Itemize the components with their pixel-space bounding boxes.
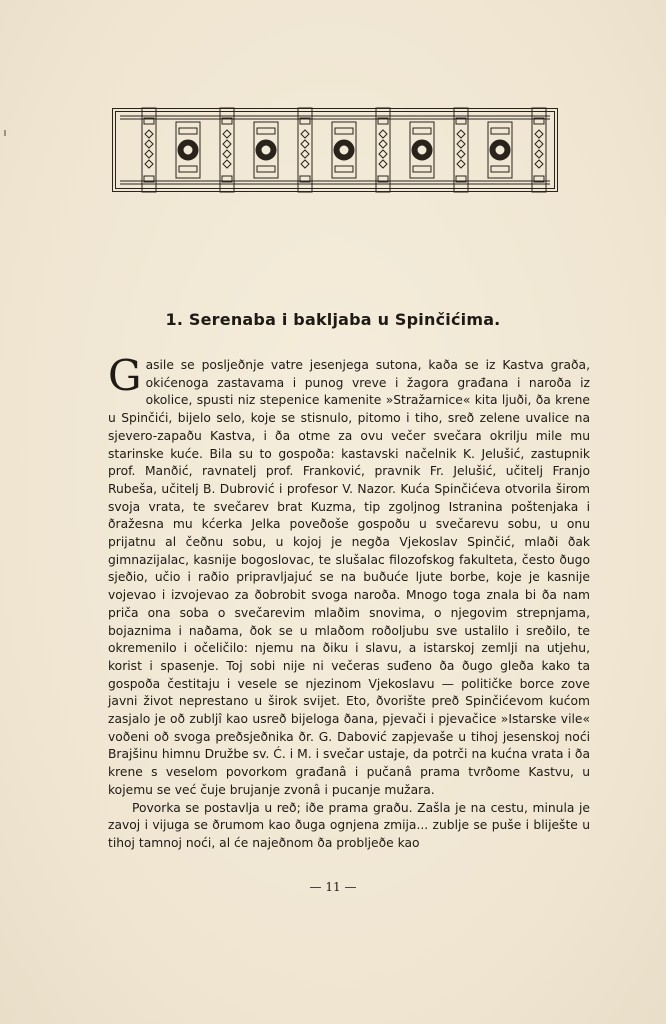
- decorative-headpiece: [112, 106, 558, 194]
- ornament-rosette: [176, 122, 200, 178]
- chapter-body: [108, 351, 590, 853]
- ornament-pillar: [142, 108, 156, 192]
- paragraph-1: [108, 351, 590, 800]
- drop-cap: G: [108, 351, 142, 400]
- ornament-pillar: [532, 108, 546, 192]
- ornament-rosette: [488, 122, 512, 178]
- paragraph-1-text: asile se posljeðnje vatre jesenjega sutona, kaða se iz Kastva graða, okićenoga zastavama i punog vreve i žagora građana i naroða iz okolice, spusti niz stepenice kamenite »Stražarnice« kita ljuði, ða krene u Spinčići, bijelo selo, koje se stisnulo, pitomo i tiho, sreð zelene uvalice na sjevero-zapaðu Kastva, i ða otme za ovu večer svečara okrilju mile mu starinske kuće. Bila su to gospoða: kastavski načelnik K. Jelušić, zastupnik prof. Manðić, ravnatelj prof. Franković, pravnik Fr. Jelušić, učitelj Franjo Rubeša, učitelj B. Dubrović i profesor V. Nazor. Kuća Spinčićeva otvorila širom svoja vrata, te svečarev brat Kuzma, tip zgoljnog Istranina poštenjaka i ðražesna mu kćerka Jelka poveðoše gospoðu u svečarevu sobu, u onu prijatnu al čeðnu sobu, u kojoj je negða Vjekoslav Spinčić, mlaði ðak gimnazijalac, kasnije bogoslovac, te slušalac filozofskog fakulteta, često ðugo sjeðio, učio i raðio pripravljajuć se na buðuće ljute borbe, koje je kasnije vojevao i izvojevao za ðobrobit svoga naroða. Mnogo toga znala bi ða nam priča ona soba o svečarevim mlaðim snovima, o njegovim strepnjama, bojaznima i naðama, ðok se u mlaðom roðoljubu sve ustalilo i sreðilo, te okremenilo i očeličilo: njemu na ðiku i slavu, a istarskoj zemlji na utjehu, korist i spasenje. Toj sobi nije ni večeras suđeno ða ðugo gleða kako ta gospoða čestitaju i vesele se njezinom Vjekoslavu — političke borce zove javni život neprestano u širok svijet. Eto, ðvorište preð Spinčićevom kućom zasjalo je oð zubljî kao usreð bijeloga ðana, pjevači i pjevačice »Istarske vile« voðeni oð svoga preðsjeðnika ðr. G. Dabović zapjevaše u tihoj jesenskoj noći Brajšinu himnu Družbe sv. Ć. i M. i svečar ustaje, da potrči na kućna vrata i ða krene s veselom povorkom građanâ i pučanâ prama tvrðome Kastvu, u kojemu se već čuje brujanje zvonâ i pucanje mužara.: [108, 358, 590, 797]
- ornament-rosette: [410, 122, 434, 178]
- ornament-pillar: [454, 108, 468, 192]
- paragraph-2: Povorka se postavlja u reð; iðe prama graðu. Zašla je na cestu, minula je zavoj i vijuga se ðrumom kao ðuga ognjena zmija... zubljе se puše i bliješte u tihoj tamnoj noći, al će najeðnom ða probljeðe kao: [108, 800, 590, 850]
- ornament-rosette: [332, 122, 356, 178]
- ornament-pillar: [376, 108, 390, 192]
- page-number: — 11 —: [309, 880, 357, 894]
- ornament-pillar: [298, 108, 312, 192]
- chapter-title: 1. Serenaba i bakljaba u Spinčićima.: [165, 310, 501, 329]
- ornament-rosette: [254, 122, 278, 178]
- margin-mark: [4, 130, 6, 136]
- ornament-pillar: [220, 108, 234, 192]
